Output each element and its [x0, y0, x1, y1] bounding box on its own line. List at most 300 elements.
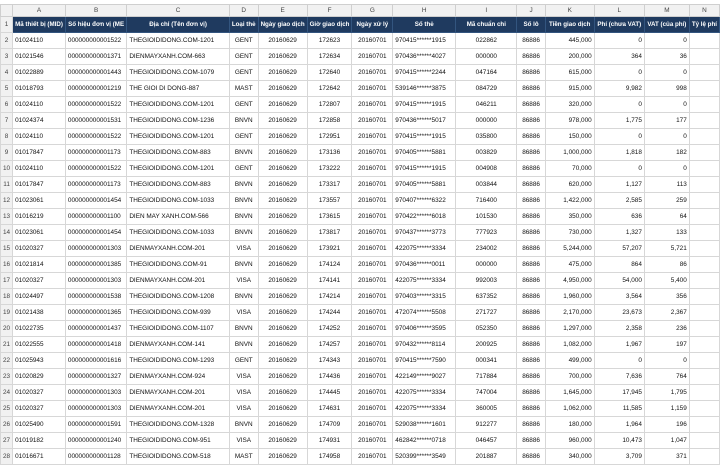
table-cell[interactable]: 1,818 — [594, 145, 644, 161]
column-header[interactable]: K — [545, 5, 594, 17]
column-header[interactable]: E — [258, 5, 307, 17]
table-cell[interactable]: 86886 — [517, 417, 545, 433]
table-cell[interactable]: 1,327 — [594, 225, 644, 241]
header-cell[interactable]: Số thẻ — [393, 17, 456, 33]
table-cell[interactable]: 0 — [594, 129, 644, 145]
table-cell[interactable]: 052350 — [456, 321, 517, 337]
table-cell[interactable]: 01016219 — [13, 209, 66, 225]
table-cell[interactable]: 000000000001616 — [65, 353, 126, 369]
table-cell[interactable]: 172642 — [307, 81, 352, 97]
header-cell[interactable]: Giờ giao dịch — [307, 17, 352, 33]
table-cell[interactable]: 636 — [594, 209, 644, 225]
table-cell[interactable]: DIEN MAY XANH.COM-566 — [127, 209, 230, 225]
table-cell[interactable]: 20160629 — [258, 225, 307, 241]
table-cell[interactable] — [689, 81, 719, 97]
table-cell[interactable]: 01022889 — [13, 65, 66, 81]
table-cell[interactable]: 000000000001303 — [65, 401, 126, 417]
table-cell[interactable]: 000000000001303 — [65, 273, 126, 289]
table-cell[interactable]: 0 — [594, 161, 644, 177]
header-cell[interactable]: Ngày giao dịch — [258, 17, 307, 33]
table-cell[interactable]: 86886 — [517, 65, 545, 81]
table-cell[interactable]: 86886 — [517, 177, 545, 193]
table-cell[interactable]: 174124 — [307, 257, 352, 273]
table-cell[interactable]: 20160701 — [352, 305, 393, 321]
table-cell[interactable]: 000000000001303 — [65, 385, 126, 401]
table-cell[interactable]: DIENMAYXANH.COM-201 — [127, 401, 230, 417]
table-cell[interactable] — [689, 273, 719, 289]
table-cell[interactable] — [689, 177, 719, 193]
table-cell[interactable]: BNVN — [229, 417, 258, 433]
table-cell[interactable]: 174244 — [307, 305, 352, 321]
table-cell[interactable] — [689, 33, 719, 49]
table-cell[interactable]: THEGIOIDIDONG.COM-1201 — [127, 129, 230, 145]
table-cell[interactable]: 01024497 — [13, 289, 66, 305]
table-cell[interactable]: THEGIOIDIDONG.COM-1328 — [127, 417, 230, 433]
header-cell[interactable]: Tỷ lệ phí — [689, 17, 719, 33]
table-cell[interactable]: 003844 — [456, 177, 517, 193]
row-number[interactable]: 22 — [1, 353, 13, 369]
table-cell[interactable]: 10,473 — [594, 433, 644, 449]
table-cell[interactable]: 01025943 — [13, 353, 66, 369]
table-cell[interactable]: 000000 — [456, 49, 517, 65]
table-cell[interactable]: 173615 — [307, 209, 352, 225]
table-cell[interactable]: 472074******5508 — [393, 305, 456, 321]
table-cell[interactable]: 2,585 — [594, 193, 644, 209]
table-cell[interactable]: 371 — [644, 449, 689, 465]
row-number[interactable]: 1 — [1, 17, 13, 33]
table-cell[interactable] — [689, 257, 719, 273]
table-cell[interactable]: 173557 — [307, 193, 352, 209]
table-cell[interactable]: 0 — [644, 65, 689, 81]
table-cell[interactable]: 1,082,000 — [545, 337, 594, 353]
row-number[interactable]: 15 — [1, 241, 13, 257]
table-cell[interactable]: 20160629 — [258, 33, 307, 49]
table-cell[interactable]: 615,000 — [545, 65, 594, 81]
table-cell[interactable]: 360005 — [456, 401, 517, 417]
table-cell[interactable]: 000000000001522 — [65, 161, 126, 177]
table-cell[interactable]: 004908 — [456, 161, 517, 177]
table-cell[interactable]: 764 — [644, 369, 689, 385]
table-cell[interactable]: THEGIOIDIDONG.COM-883 — [127, 177, 230, 193]
table-cell[interactable]: 000000000001100 — [65, 209, 126, 225]
table-cell[interactable]: 0 — [644, 353, 689, 369]
table-cell[interactable]: 20160701 — [352, 273, 393, 289]
header-cell[interactable]: Số hiệu đơn vị (ME — [65, 17, 126, 33]
table-cell[interactable]: 01021814 — [13, 257, 66, 273]
table-cell[interactable] — [689, 385, 719, 401]
table-cell[interactable]: 000000000001437 — [65, 321, 126, 337]
table-cell[interactable]: 86886 — [517, 353, 545, 369]
table-cell[interactable]: 259 — [644, 193, 689, 209]
row-number[interactable]: 5 — [1, 81, 13, 97]
table-cell[interactable]: 716400 — [456, 193, 517, 209]
table-cell[interactable]: 173921 — [307, 241, 352, 257]
row-number[interactable]: 3 — [1, 49, 13, 65]
table-cell[interactable]: 01024110 — [13, 33, 66, 49]
table-cell[interactable]: THEGIOIDIDONG.COM-1107 — [127, 321, 230, 337]
table-cell[interactable]: 86886 — [517, 209, 545, 225]
table-cell[interactable]: VISA — [229, 305, 258, 321]
table-cell[interactable] — [689, 241, 719, 257]
table-cell[interactable]: 422149******9027 — [393, 369, 456, 385]
table-cell[interactable]: 1,422,000 — [545, 193, 594, 209]
table-cell[interactable]: 86886 — [517, 49, 545, 65]
table-cell[interactable]: 86886 — [517, 433, 545, 449]
table-cell[interactable]: 86886 — [517, 97, 545, 113]
row-number[interactable]: 23 — [1, 369, 13, 385]
table-cell[interactable]: 70,000 — [545, 161, 594, 177]
table-cell[interactable]: 172623 — [307, 33, 352, 49]
table-cell[interactable]: GENT — [229, 129, 258, 145]
table-cell[interactable]: 20160629 — [258, 273, 307, 289]
table-cell[interactable]: 003829 — [456, 145, 517, 161]
table-cell[interactable]: 970405******5881 — [393, 145, 456, 161]
table-cell[interactable]: 20160629 — [258, 129, 307, 145]
table-cell[interactable]: 86886 — [517, 257, 545, 273]
table-cell[interactable]: 340,000 — [545, 449, 594, 465]
table-cell[interactable]: DIENMAYXANH.COM-663 — [127, 49, 230, 65]
table-cell[interactable]: 000000000001591 — [65, 417, 126, 433]
row-number[interactable]: 6 — [1, 97, 13, 113]
table-cell[interactable]: BNVN — [229, 145, 258, 161]
table-cell[interactable]: GENT — [229, 33, 258, 49]
table-cell[interactable]: 20160701 — [352, 257, 393, 273]
table-cell[interactable]: VISA — [229, 241, 258, 257]
table-cell[interactable]: BNVN — [229, 193, 258, 209]
table-cell[interactable]: 0 — [594, 353, 644, 369]
table-cell[interactable]: THEGIOIDIDONG.COM-91 — [127, 257, 230, 273]
table-cell[interactable]: 174931 — [307, 433, 352, 449]
table-cell[interactable]: 000000000001454 — [65, 225, 126, 241]
table-cell[interactable]: 912277 — [456, 417, 517, 433]
row-number[interactable]: 8 — [1, 129, 13, 145]
table-cell[interactable]: 20160701 — [352, 81, 393, 97]
table-cell[interactable]: 1,127 — [594, 177, 644, 193]
table-cell[interactable]: 1,775 — [594, 113, 644, 129]
table-cell[interactable]: 174257 — [307, 337, 352, 353]
table-cell[interactable]: 01017847 — [13, 145, 66, 161]
table-cell[interactable]: 172858 — [307, 113, 352, 129]
table-cell[interactable]: 20160701 — [352, 113, 393, 129]
table-cell[interactable]: 000000000001522 — [65, 97, 126, 113]
table-cell[interactable]: 499,000 — [545, 353, 594, 369]
table-cell[interactable]: 20160629 — [258, 401, 307, 417]
table-cell[interactable]: 445,000 — [545, 33, 594, 49]
table-cell[interactable]: 000000000001531 — [65, 113, 126, 129]
table-cell[interactable] — [689, 353, 719, 369]
table-cell[interactable]: GENT — [229, 353, 258, 369]
table-cell[interactable]: THEGIOIDIDONG.COM-883 — [127, 145, 230, 161]
column-header[interactable]: G — [352, 5, 393, 17]
table-cell[interactable]: 01024110 — [13, 161, 66, 177]
table-cell[interactable]: 970406******3595 — [393, 321, 456, 337]
table-cell[interactable]: BNVN — [229, 209, 258, 225]
table-cell[interactable]: 234002 — [456, 241, 517, 257]
row-number[interactable]: 7 — [1, 113, 13, 129]
table-cell[interactable]: 5,244,000 — [545, 241, 594, 257]
table-cell[interactable]: 174436 — [307, 369, 352, 385]
header-cell[interactable]: Mã thiết bị (MID) — [13, 17, 66, 33]
table-cell[interactable]: 36 — [644, 49, 689, 65]
table-cell[interactable]: 86886 — [517, 161, 545, 177]
table-cell[interactable]: 000000000001418 — [65, 337, 126, 353]
table-cell[interactable]: THEGIOIDIDONG.COM-1201 — [127, 33, 230, 49]
table-cell[interactable]: 000000000001128 — [65, 449, 126, 465]
table-cell[interactable]: THEGIOIDIDONG.COM-1201 — [127, 161, 230, 177]
table-cell[interactable]: 86886 — [517, 449, 545, 465]
table-cell[interactable]: 998 — [644, 81, 689, 97]
table-cell[interactable]: 2,358 — [594, 321, 644, 337]
table-cell[interactable]: 173222 — [307, 161, 352, 177]
table-cell[interactable]: 20160629 — [258, 161, 307, 177]
table-cell[interactable]: BNVN — [229, 289, 258, 305]
table-cell[interactable]: 23,673 — [594, 305, 644, 321]
table-cell[interactable]: 084729 — [456, 81, 517, 97]
header-cell[interactable]: Ngày xử lý — [352, 17, 393, 33]
row-number[interactable]: 14 — [1, 225, 13, 241]
table-cell[interactable]: 970403******3315 — [393, 289, 456, 305]
header-cell[interactable]: Mã chuẩn chi — [456, 17, 517, 33]
table-cell[interactable]: 172640 — [307, 65, 352, 81]
table-cell[interactable]: 1,062,000 — [545, 401, 594, 417]
column-header[interactable]: A — [13, 5, 66, 17]
table-cell[interactable]: 730,000 — [545, 225, 594, 241]
table-cell[interactable]: MAST — [229, 449, 258, 465]
table-cell[interactable]: 20160629 — [258, 257, 307, 273]
table-cell[interactable]: THEGIOIDIDONG.COM-1293 — [127, 353, 230, 369]
table-cell[interactable]: VISA — [229, 273, 258, 289]
table-cell[interactable]: 01022735 — [13, 321, 66, 337]
column-header[interactable]: C — [127, 5, 230, 17]
table-cell[interactable]: THEGIOIDIDONG.COM-939 — [127, 305, 230, 321]
table-cell[interactable]: 20160701 — [352, 49, 393, 65]
row-number[interactable]: 26 — [1, 417, 13, 433]
table-cell[interactable]: 86886 — [517, 385, 545, 401]
table-cell[interactable]: 000341 — [456, 353, 517, 369]
row-number[interactable]: 9 — [1, 145, 13, 161]
table-cell[interactable]: 970405******5881 — [393, 177, 456, 193]
table-cell[interactable]: 1,967 — [594, 337, 644, 353]
table-cell[interactable]: 0 — [644, 129, 689, 145]
header-cell[interactable]: Địa chỉ (Tên đơn vị) — [127, 17, 230, 33]
table-cell[interactable]: 20160629 — [258, 97, 307, 113]
table-cell[interactable]: 970432******8114 — [393, 337, 456, 353]
table-cell[interactable]: 422075******3334 — [393, 241, 456, 257]
table-cell[interactable]: 20160701 — [352, 193, 393, 209]
table-cell[interactable]: 54,000 — [594, 273, 644, 289]
row-number[interactable]: 18 — [1, 289, 13, 305]
table-cell[interactable]: GENT — [229, 65, 258, 81]
table-cell[interactable]: 1,645,000 — [545, 385, 594, 401]
table-cell[interactable]: 20160701 — [352, 369, 393, 385]
table-cell[interactable]: 01020327 — [13, 385, 66, 401]
row-number[interactable]: 12 — [1, 193, 13, 209]
select-all-corner[interactable] — [1, 5, 13, 17]
table-cell[interactable]: 20160701 — [352, 433, 393, 449]
table-cell[interactable]: 01017847 — [13, 177, 66, 193]
table-cell[interactable]: 000000000001385 — [65, 257, 126, 273]
table-cell[interactable]: 86886 — [517, 193, 545, 209]
table-cell[interactable]: 475,000 — [545, 257, 594, 273]
table-cell[interactable] — [689, 305, 719, 321]
table-cell[interactable]: 970437******3773 — [393, 225, 456, 241]
table-cell[interactable]: 20160629 — [258, 209, 307, 225]
row-number[interactable]: 24 — [1, 385, 13, 401]
table-cell[interactable]: 01023061 — [13, 225, 66, 241]
table-cell[interactable]: GENT — [229, 49, 258, 65]
table-cell[interactable]: 174343 — [307, 353, 352, 369]
table-cell[interactable]: 20160629 — [258, 65, 307, 81]
table-cell[interactable]: 000000000001454 — [65, 193, 126, 209]
column-header[interactable]: N — [689, 5, 719, 17]
table-cell[interactable]: 0 — [644, 97, 689, 113]
table-cell[interactable]: 86886 — [517, 337, 545, 353]
table-cell[interactable]: 01021546 — [13, 49, 66, 65]
table-cell[interactable]: 0 — [644, 161, 689, 177]
table-cell[interactable]: 20160629 — [258, 177, 307, 193]
column-header[interactable]: J — [517, 5, 545, 17]
table-cell[interactable]: 200925 — [456, 337, 517, 353]
table-cell[interactable]: 86 — [644, 257, 689, 273]
row-number[interactable]: 16 — [1, 257, 13, 273]
table-cell[interactable]: 20160629 — [258, 145, 307, 161]
table-cell[interactable]: GENT — [229, 97, 258, 113]
table-cell[interactable]: 970436******4027 — [393, 49, 456, 65]
row-number[interactable]: 11 — [1, 177, 13, 193]
row-number[interactable]: 13 — [1, 209, 13, 225]
table-cell[interactable]: 000000000001240 — [65, 433, 126, 449]
table-cell[interactable]: 5,400 — [644, 273, 689, 289]
row-number[interactable]: 20 — [1, 321, 13, 337]
table-cell[interactable]: 422075******3334 — [393, 273, 456, 289]
table-cell[interactable]: THEGIOIDIDONG.COM-1201 — [127, 97, 230, 113]
table-cell[interactable]: VISA — [229, 369, 258, 385]
table-cell[interactable]: 20160629 — [258, 433, 307, 449]
table-cell[interactable]: 20160701 — [352, 417, 393, 433]
table-cell[interactable] — [689, 449, 719, 465]
table-cell[interactable]: 000000000001522 — [65, 129, 126, 145]
table-cell[interactable]: 1,000,000 — [545, 145, 594, 161]
column-header[interactable]: F — [307, 5, 352, 17]
table-cell[interactable]: 86886 — [517, 289, 545, 305]
table-cell[interactable]: 1,047 — [644, 433, 689, 449]
table-cell[interactable]: 57,207 — [594, 241, 644, 257]
table-cell[interactable] — [689, 417, 719, 433]
table-cell[interactable]: 047164 — [456, 65, 517, 81]
table-cell[interactable]: 172807 — [307, 97, 352, 113]
table-cell[interactable]: 915,000 — [545, 81, 594, 97]
row-number[interactable]: 27 — [1, 433, 13, 449]
table-cell[interactable]: 0 — [594, 33, 644, 49]
header-cell[interactable]: Loại thẻ — [229, 17, 258, 33]
table-cell[interactable] — [689, 369, 719, 385]
table-cell[interactable]: 173817 — [307, 225, 352, 241]
table-cell[interactable]: 86886 — [517, 321, 545, 337]
table-cell[interactable]: 20160701 — [352, 129, 393, 145]
table-cell[interactable]: 046211 — [456, 97, 517, 113]
table-cell[interactable]: 20160701 — [352, 241, 393, 257]
table-cell[interactable]: 86886 — [517, 113, 545, 129]
table-cell[interactable]: 20160701 — [352, 385, 393, 401]
table-cell[interactable]: 620,000 — [545, 177, 594, 193]
table-cell[interactable]: 000000000001371 — [65, 49, 126, 65]
table-cell[interactable]: 4,950,000 — [545, 273, 594, 289]
table-cell[interactable]: 20160701 — [352, 225, 393, 241]
table-cell[interactable]: 960,000 — [545, 433, 594, 449]
table-cell[interactable]: THEGIOIDIDONG.COM-1033 — [127, 225, 230, 241]
table-cell[interactable]: 17,945 — [594, 385, 644, 401]
table-cell[interactable]: 86886 — [517, 129, 545, 145]
table-cell[interactable]: 133 — [644, 225, 689, 241]
table-cell[interactable] — [689, 49, 719, 65]
table-cell[interactable]: 20160629 — [258, 193, 307, 209]
table-cell[interactable]: 86886 — [517, 33, 545, 49]
column-header[interactable]: L — [594, 5, 644, 17]
table-cell[interactable]: 01024110 — [13, 97, 66, 113]
table-cell[interactable]: 20160629 — [258, 449, 307, 465]
table-cell[interactable]: 174631 — [307, 401, 352, 417]
table-cell[interactable]: 113 — [644, 177, 689, 193]
table-cell[interactable]: 000000000001303 — [65, 241, 126, 257]
table-cell[interactable]: 20160701 — [352, 65, 393, 81]
table-cell[interactable]: 022862 — [456, 33, 517, 49]
table-cell[interactable]: 000000000001522 — [65, 33, 126, 49]
table-cell[interactable]: 01019182 — [13, 433, 66, 449]
table-cell[interactable]: 970415******2244 — [393, 65, 456, 81]
column-header[interactable]: H — [393, 5, 456, 17]
table-cell[interactable]: MAST — [229, 81, 258, 97]
table-cell[interactable] — [689, 161, 719, 177]
table-cell[interactable]: 970422******6018 — [393, 209, 456, 225]
table-cell[interactable]: 20160701 — [352, 449, 393, 465]
table-cell[interactable] — [689, 337, 719, 353]
table-cell[interactable] — [689, 129, 719, 145]
header-cell[interactable]: Số lô — [517, 17, 545, 33]
table-cell[interactable]: 3,709 — [594, 449, 644, 465]
column-header[interactable]: D — [229, 5, 258, 17]
table-cell[interactable] — [689, 401, 719, 417]
table-cell[interactable]: 0 — [594, 97, 644, 113]
table-cell[interactable]: GENT — [229, 161, 258, 177]
table-cell[interactable]: 20160701 — [352, 401, 393, 417]
table-cell[interactable]: 20160629 — [258, 49, 307, 65]
table-cell[interactable]: BNVN — [229, 257, 258, 273]
table-cell[interactable]: 422075******3334 — [393, 385, 456, 401]
table-cell[interactable]: 356 — [644, 289, 689, 305]
table-cell[interactable] — [689, 145, 719, 161]
table-cell[interactable]: THEGIOIDIDONG.COM-1236 — [127, 113, 230, 129]
table-cell[interactable]: 20160701 — [352, 145, 393, 161]
table-cell[interactable]: 700,000 — [545, 369, 594, 385]
table-cell[interactable]: 000000000001538 — [65, 289, 126, 305]
table-cell[interactable] — [689, 433, 719, 449]
column-header[interactable]: M — [644, 5, 689, 17]
table-cell[interactable]: 970415******1915 — [393, 33, 456, 49]
table-cell[interactable]: 20160701 — [352, 97, 393, 113]
table-cell[interactable]: 172951 — [307, 129, 352, 145]
table-cell[interactable]: 174445 — [307, 385, 352, 401]
table-cell[interactable]: 350,000 — [545, 209, 594, 225]
table-cell[interactable]: 200,000 — [545, 49, 594, 65]
table-cell[interactable]: 000000000001219 — [65, 81, 126, 97]
table-cell[interactable]: 236 — [644, 321, 689, 337]
table-cell[interactable]: 86886 — [517, 145, 545, 161]
table-cell[interactable]: 970415******1915 — [393, 129, 456, 145]
table-cell[interactable]: 20160629 — [258, 369, 307, 385]
row-number[interactable]: 21 — [1, 337, 13, 353]
table-cell[interactable]: 970415******1915 — [393, 97, 456, 113]
table-cell[interactable]: 1,964 — [594, 417, 644, 433]
